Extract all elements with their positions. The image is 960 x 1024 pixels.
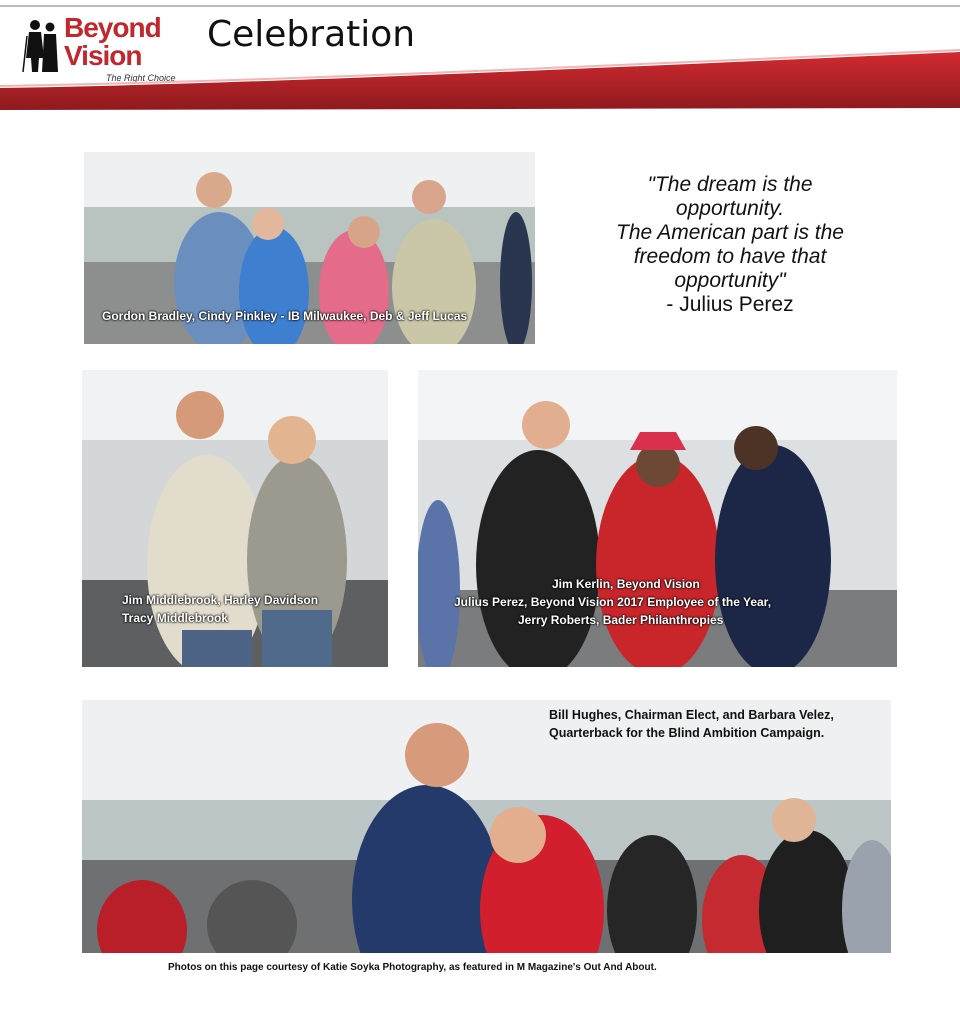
photo4-caption-line1: Bill Hughes, Chairman Elect, and Barbara Velez, [549, 708, 834, 722]
quote-author: - Julius Perez [666, 293, 794, 316]
logo-tagline: The Right Choice [106, 73, 176, 83]
photo3-caption-line2: Julius Perez, Beyond Vision 2017 Employee of the Year, [454, 595, 772, 609]
photo3-caption-line3: Jerry Roberts, Bader Philanthropies [518, 613, 724, 627]
photo-three-men [418, 370, 897, 667]
photo-group-four [84, 152, 535, 344]
photo2-caption-line2: Tracy Middlebrook [122, 611, 229, 625]
quote-line-2: opportunity. [675, 197, 785, 220]
logo-word-beyond: Beyond [64, 12, 161, 43]
photo1-caption: Gordon Bradley, Cindy Pinkley - IB Milwaukee, Deb & Jeff Lucas [102, 309, 468, 323]
quote-line-3: The American part is the [616, 221, 844, 244]
quote-line-5: opportunity" [674, 269, 786, 292]
photo-hughes-velez [82, 700, 891, 953]
top-rule [0, 5, 960, 7]
photo2-caption-line1: Jim Middlebrook, Harley Davidson [122, 593, 319, 607]
logo-word-vision: Vision [64, 40, 142, 71]
photo4-caption-line2: Quarterback for the Blind Ambition Campaign. [549, 726, 825, 740]
photo-credit: Photos on this page courtesy of Katie Soyka Photography, as featured in M Magazine's Out And About. [168, 962, 657, 973]
quote-line-1: "The dream is the [647, 173, 813, 196]
photo3-caption-line1: Jim Kerlin, Beyond Vision [552, 577, 700, 591]
quote-line-4: freedom to have that [633, 245, 827, 268]
page-title: Celebration [207, 14, 416, 55]
quote-block [590, 173, 870, 317]
photo-middlebrooks [82, 370, 388, 667]
header-swoosh [0, 40, 960, 115]
